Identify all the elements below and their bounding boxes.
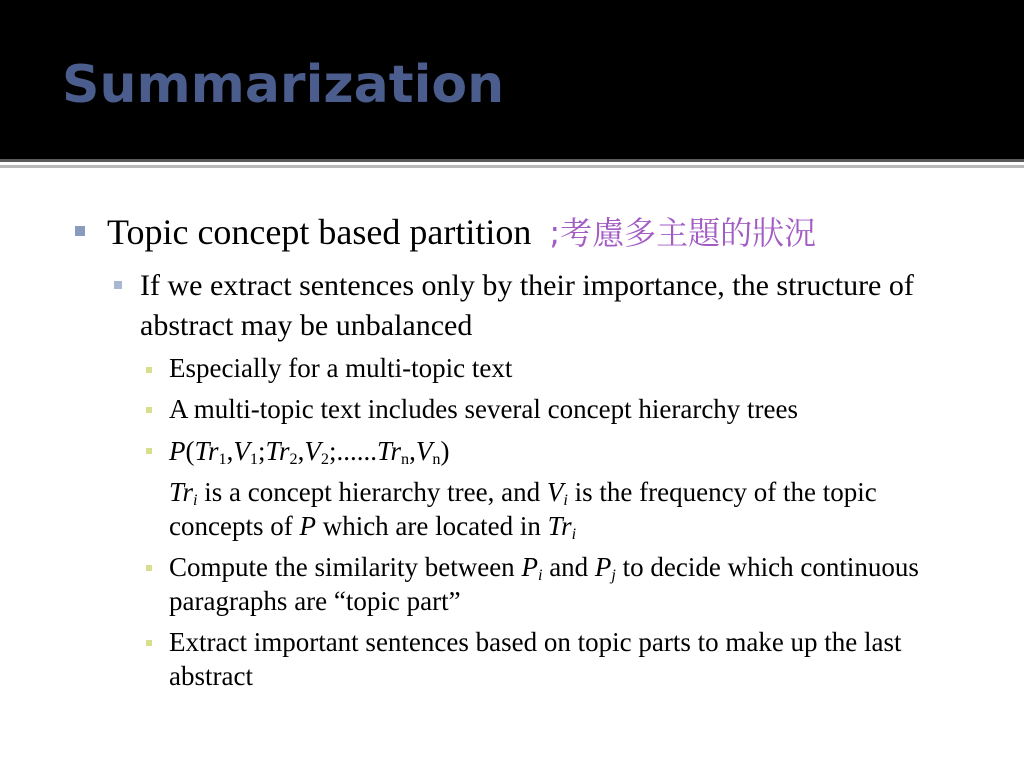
level3-bullet [146, 367, 152, 373]
level3-item: A multi-topic text includes several concept hierarchy trees [169, 394, 799, 424]
level1-bullet [75, 226, 85, 236]
level3-bullet [146, 640, 152, 646]
level3-bullet [146, 448, 152, 454]
level2-item: If we extract sentences only by their importance, the structure of abstract may be unbalanced [140, 269, 914, 342]
slide-title: Summarization [62, 55, 505, 115]
level3-bullet [146, 407, 152, 413]
level1-annotation: ;考慮多主題的狀況 [549, 214, 817, 252]
level3-item: Compute the similarity between $P_i$ and $P_j$ to decide which continuous paragraphs are “topic part” [169, 552, 919, 616]
level2-bullet [114, 281, 122, 289]
level1-text: Topic concept based partition [107, 212, 532, 252]
level3-bullet [146, 565, 152, 571]
title-divider-light [0, 165, 1024, 168]
title-divider [0, 159, 1024, 162]
level1-item [107, 208, 816, 254]
formula-definition: $Tr_i$ is a concept hierarchy tree, and $V_i$ is the frequency of the topic concepts of P which are located in $Tr_i$ [169, 477, 877, 544]
formula-item: $P(Tr_1,V_1;Tr_2,V_2;......Tr_n,V_n)$ [169, 436, 450, 469]
level3-item: Especially for a multi-topic text [169, 353, 513, 383]
title-bar [0, 0, 1024, 159]
level3-item: Extract important sentences based on topic parts to make up the last abstract [169, 627, 902, 691]
